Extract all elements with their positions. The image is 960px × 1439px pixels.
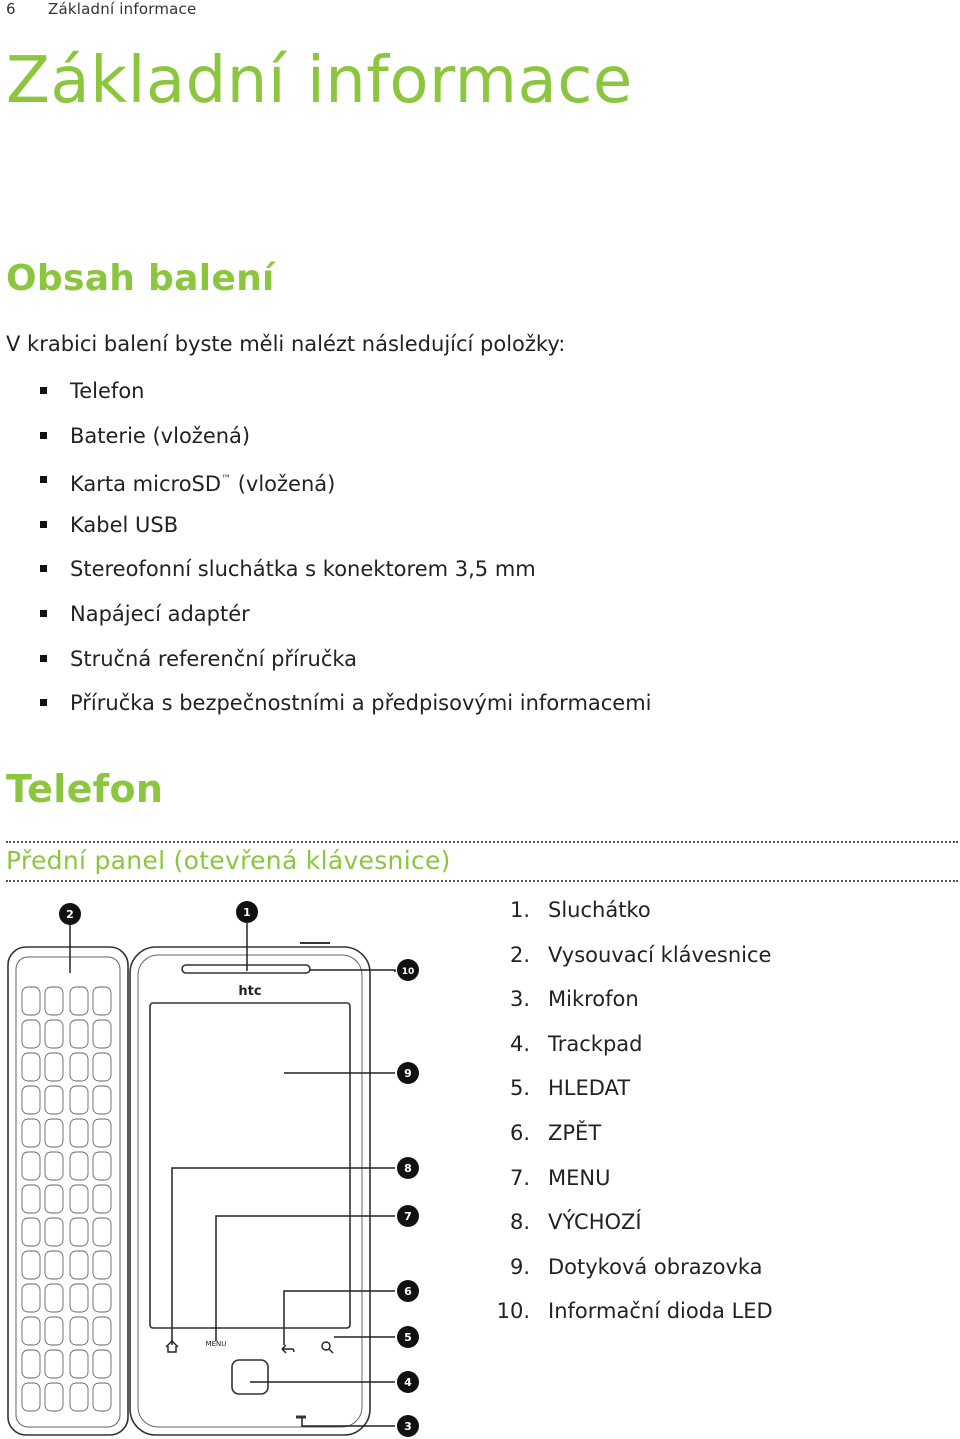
phone-diagram	[0, 895, 440, 1439]
keyboard-key	[45, 1218, 63, 1246]
keyboard-key	[70, 987, 88, 1015]
keyboard-key	[70, 1284, 88, 1312]
keyboard-key	[45, 987, 63, 1015]
callout-2	[59, 903, 81, 925]
keyboard-key	[70, 1350, 88, 1378]
list-item: Karta microSD™ (vložená)	[40, 466, 652, 511]
subheading-front-panel: Přední panel (otevřená klávesnice)	[6, 846, 451, 875]
keyboard-key	[93, 1383, 111, 1411]
keyboard-key	[22, 1383, 40, 1411]
legend-item: 6. ZPĚT	[509, 1120, 602, 1145]
legend-item: 4. Trackpad	[509, 1031, 643, 1056]
callout-5	[397, 1326, 419, 1348]
keyboard-key	[93, 987, 111, 1015]
subheading-rule-top	[6, 841, 958, 843]
keyboard-key	[93, 1251, 111, 1279]
keyboard-key	[22, 1053, 40, 1081]
back-key-icon	[282, 1345, 294, 1353]
contents-list	[40, 377, 652, 734]
keyboard-key	[93, 1086, 111, 1114]
svg-text:4: 4	[404, 1376, 412, 1389]
keyboard-key	[22, 1152, 40, 1180]
htc-logo: htc	[238, 984, 262, 999]
section-heading-contents: Obsah balení	[6, 258, 275, 299]
keyboard-key	[93, 1119, 111, 1147]
keyboard-key	[22, 1317, 40, 1345]
legend-item: 8. VÝCHOZÍ	[509, 1210, 642, 1235]
keyboard-key	[70, 1119, 88, 1147]
keyboard-key	[22, 1119, 40, 1147]
page-title: Základní informace	[6, 44, 633, 118]
callout-6	[397, 1280, 419, 1302]
callout-10	[397, 959, 419, 981]
phone-body	[130, 947, 370, 1435]
touch-screen	[150, 1003, 350, 1328]
running-section-title: Základní informace	[48, 0, 197, 18]
running-header	[6, 0, 196, 18]
list-item: Stručná referenční příručka	[40, 645, 652, 690]
svg-text:10: 10	[401, 967, 415, 977]
trademark-symbol: ™	[221, 474, 232, 486]
list-item: Baterie (vložená)	[40, 422, 652, 467]
keyboard-key	[45, 1053, 63, 1081]
keyboard-key	[45, 1383, 63, 1411]
callout-3	[397, 1415, 419, 1437]
svg-text:9: 9	[404, 1067, 412, 1080]
svg-text:3: 3	[404, 1420, 412, 1433]
legend-item: 2. Vysouvací klávesnice	[509, 942, 772, 967]
keyboard-key	[93, 1350, 111, 1378]
section-heading-phone: Telefon	[6, 767, 164, 811]
keyboard-key	[93, 1284, 111, 1312]
keyboard-key	[70, 1152, 88, 1180]
legend-item: 5. HLEDAT	[509, 1076, 631, 1101]
legend-item: 1. Sluchátko	[509, 898, 651, 922]
keyboard-key	[70, 1383, 88, 1411]
menu-key-label: MENU	[205, 1340, 227, 1348]
callout-9	[397, 1062, 419, 1084]
keyboard-key	[45, 1152, 63, 1180]
keyboard-key	[93, 1152, 111, 1180]
keyboard-key	[45, 1020, 63, 1048]
svg-text:1: 1	[243, 906, 251, 919]
keyboard-key	[70, 1218, 88, 1246]
callout-8	[397, 1157, 419, 1179]
keyboard-key	[93, 1020, 111, 1048]
keyboard-key	[22, 1020, 40, 1048]
svg-text:7: 7	[404, 1210, 412, 1223]
callout-7	[397, 1205, 419, 1227]
legend-item: 7. MENU	[509, 1165, 611, 1190]
svg-text:8: 8	[404, 1162, 412, 1175]
keyboard-key	[22, 1251, 40, 1279]
hardware-keys	[166, 1341, 333, 1353]
keyboard-key	[45, 1350, 63, 1378]
keyboard-key	[93, 1317, 111, 1345]
keyboard-key	[93, 1218, 111, 1246]
legend-item: 10. Informační dioda LED	[496, 1299, 773, 1324]
svg-text:6: 6	[404, 1285, 412, 1298]
subheading-rule-bottom	[6, 880, 958, 882]
phone-parts-legend	[495, 896, 773, 1342]
legend-item: 9. Dotyková obrazovka	[509, 1254, 763, 1279]
keyboard-key	[45, 1185, 63, 1213]
keyboard-key	[70, 1053, 88, 1081]
keyboard-key	[70, 1317, 88, 1345]
keyboard-key	[22, 1086, 40, 1114]
list-item: Telefon	[40, 377, 652, 422]
keyboard-key	[45, 1119, 63, 1147]
keyboard-key	[45, 1284, 63, 1312]
page-number: 6	[6, 0, 16, 18]
keyboard-key	[93, 1185, 111, 1213]
keyboard-keys	[22, 987, 111, 1411]
callout-bubbles	[59, 901, 419, 1437]
keyboard-key	[45, 1317, 63, 1345]
keyboard-key	[45, 1251, 63, 1279]
keyboard-key	[93, 1053, 111, 1081]
list-item: Kabel USB	[40, 511, 652, 556]
keyboard-key	[22, 1218, 40, 1246]
search-key-icon	[322, 1342, 330, 1350]
contents-intro: V krabici balení byste měli nalézt následující položky:	[6, 332, 566, 356]
keyboard-key	[22, 1350, 40, 1378]
callout-4	[397, 1371, 419, 1393]
keyboard-key	[22, 987, 40, 1015]
svg-text:5: 5	[404, 1331, 412, 1344]
keyboard-key	[45, 1086, 63, 1114]
keyboard-key	[22, 1185, 40, 1213]
list-item: Příručka s bezpečnostními a předpisovými informacemi	[40, 689, 652, 734]
keyboard-key	[70, 1185, 88, 1213]
keyboard-key	[70, 1086, 88, 1114]
svg-text:2: 2	[66, 908, 74, 921]
callout-lines	[70, 923, 395, 1426]
list-item: Stereofonní sluchátka s konektorem 3,5 mm	[40, 555, 652, 600]
earpiece	[182, 965, 310, 973]
keyboard-key	[70, 1251, 88, 1279]
callout-1	[236, 901, 258, 923]
trackpad	[232, 1360, 268, 1394]
legend-item: 3. Mikrofon	[509, 987, 639, 1012]
keyboard-key	[22, 1284, 40, 1312]
keyboard-key	[70, 1020, 88, 1048]
list-item: Napájecí adaptér	[40, 600, 652, 645]
